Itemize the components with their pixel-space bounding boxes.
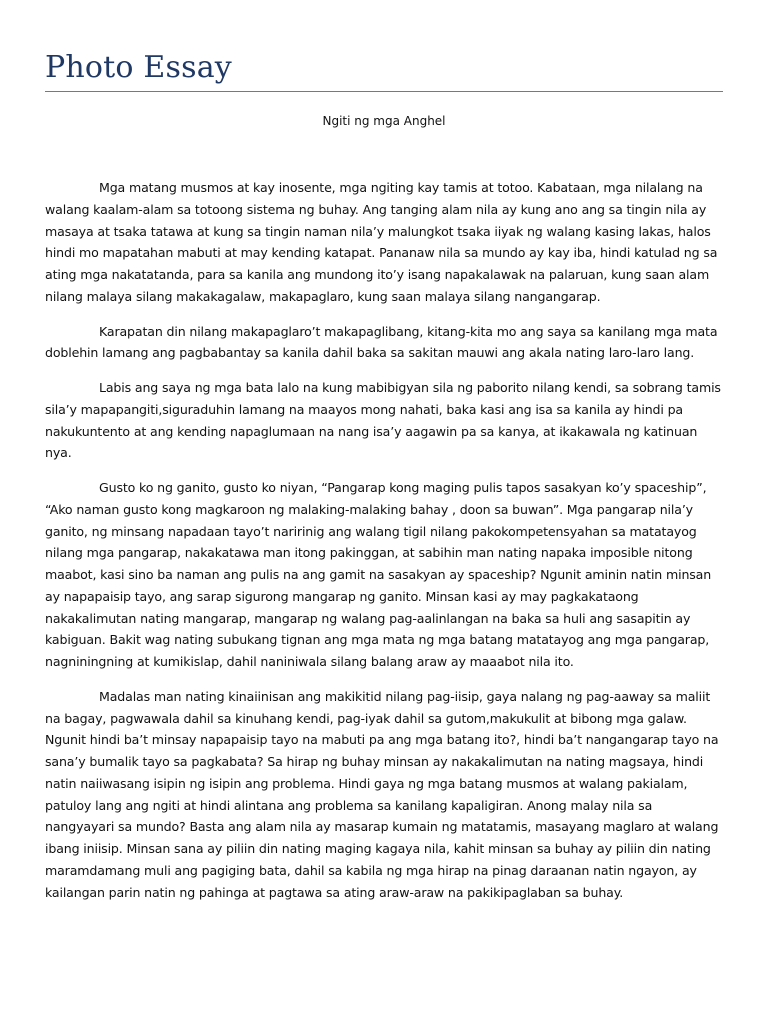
essay-subtitle: Ngiti ng mga Anghel [322,114,446,128]
paragraph-5: Madalas man nating kinaiinisan ang makikitid nilang pag-iisip, gaya nalang ng pag-aaway sa maliit na bagay, pagwawala dahil sa kinuhang kendi, pag-iyak dahil sa gutom,makukulit at bibong mga galaw. Ngunit hindi ba’t minsay napapaisip tayo na mabuti pa ang mga batang ito?, hindi ba’t nangangarap tayo na sana’y bumalik tayo sa pagkabata? Sa hirap ng buhay minsan ay nakakalimutan na nating magsaya, hindi natin naiiwasang isipin ng isipin ang problema. Hindi gaya ng mga batang musmos at walang pakialam, patuloy lang ang ngiti at hindi alintana ang problema sa kanilang kapaligiran. Anong malay nila sa nangyayari sa mundo? Basta ang alam nila ay masarap kumain ng matatamis, masayang maglaro at walang ibang iniisip. Minsan sana ay piliin din nating maging kagaya nila, kahit minsan sa buhay ay piliin din nating maramdamang muli ang pagiging bata, dahil sa kabila ng mga hirap na pinag daraanan natin ngayon, ay kailangan parin natin ng pahinga at pagtawa sa ating araw-araw na pakikipaglaban sa buhay. [45,688,719,900]
essay-body [45,177,723,916]
title-underline-rule [45,91,723,92]
paragraph-3: Labis ang saya ng mga bata lalo na kung mabibigyan sila ng paborito nilang kendi, sa sobrang tamis sila’y mapapangiti,siguraduhin lamang na maayos mong nahati, baka kasi ang isa sa kanila ay hindi pa nakukuntento at ang kending napaglumaan na nang isa’y aagawin pa sa kanya, at ikakawala ng katinuan nya. [45,380,721,461]
paragraph-4: Gusto ko ng ganito, gusto ko niyan, “Pangarap kong maging pulis tapos sasakyan ko’y spaceship”, “Ako naman gusto kong magkaroon ng malaking-malaking bahay , doon sa buwan”. Mga pangarap nila’y ganito, ng minsang napadaan tayo’t naririnig ang walang tigil nilang pakokompetensyahan sa matatayog nilang mga pangarap, nakakatawa man itong pakinggan, at sabihin man nating napaka imposible nitong maabot, kasi sino ba naman ang pulis na ang gamit na sasakyan ay spaceship? Ngunit aminin natin minsan ay napapaisip tayo, ang sarap sigurong mangarap ng ganito. Minsan kasi ay may pagkakataong nakakalimutan nating mangarap, mangarap ng walang pag-aalinlangan na baka sa huli ang sasapitin ay kabiguan. Bakit wag nating subukang tignan ang mga mata ng mga batang matatayog ang mga pangarap, nagniningning at kumikislap, dahil naniniwala silang balang araw ay maaabot nila ito. [45,480,712,669]
document-title: Photo Essay [45,50,232,85]
paragraph-2: Karapatan din nilang makapaglaro’t makapaglibang, kitang-kita mo ang saya sa kanilang mga mata doblehin lamang ang pagbabantay sa kanila dahil baka sa sakitan mauwi ang akala nating laro-laro lang. [45,323,718,361]
paragraph-1: Mga matang musmos at kay inosente, mga ngiting kay tamis at totoo. Kabataan, mga nilalang na walang kaalam-alam sa totoong sistema ng buhay. Ang tanging alam nila ay kung ano ang sa tingin nila ay masaya at tsaka tatawa at kung sa tingin naman nila’y malungkot tsaka iiyak ng walang kasing lakas, halos hindi mo mapatahan mabuti at may kending katapat. Pananaw nila sa mundo ay kay iba, hindi katulad ng sa ating mga nakatatanda, para sa kanila ang mundong ito’y isang napakalawak na palaruan, kung saan alam nilang malaya silang makakagalaw, makapaglaro, kung saan malaya silang nangangarap. [45,180,718,304]
